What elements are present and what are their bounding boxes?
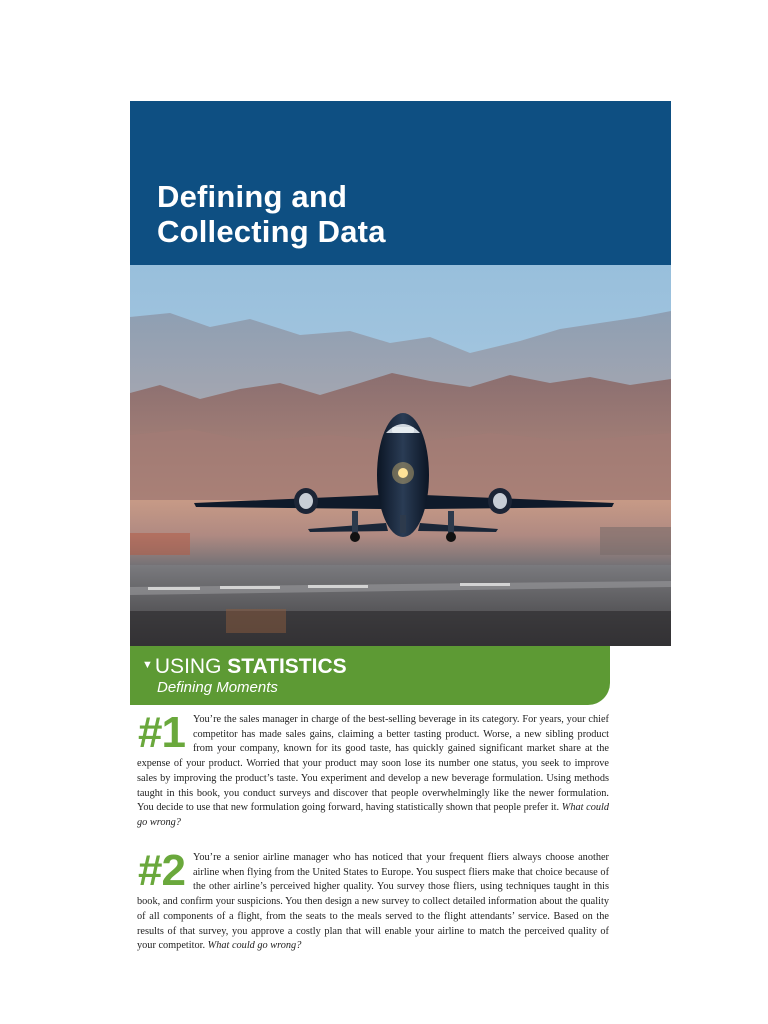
scenario-2-number: #2 — [138, 846, 185, 895]
chapter-title-line-2: Collecting Data — [157, 214, 386, 249]
chapter-title-line-1: Defining and — [157, 179, 348, 214]
chapter-title — [157, 179, 386, 249]
scenario-1-question: What could go wrong? — [137, 802, 610, 828]
scenario-1-number: #1 — [138, 708, 185, 757]
using-statistics-banner — [130, 646, 610, 705]
banner-subtitle: Defining Moments — [157, 679, 278, 696]
triangle-down-icon: ▼ — [142, 659, 153, 671]
banner-heading-lead: USING — [154, 655, 228, 678]
scenario-2-body: You’re a senior airline manager who has noticed that your frequent fliers always choose another airline when flying from the United States to Europe. You suspect fliers make that choice because of the other airline’s perceived higher quality. You survey those fliers, using techniques taught in this book, and confirm your suspicions. You then design a new survey to collect detailed information about the quality of all components of a flight, from the seats to the meals served to the flight attendants’ service. Based on the results of that survey, you approve a costly plan that will enable your airline to match the perceived quality of your competitor. — [137, 852, 609, 952]
scenario-2-text — [137, 846, 609, 954]
scenario-1-body: You’re the sales manager in charge of the best-selling beverage in its category. For years, your chief competitor has made sales gains, claiming a better tasting product. Worse, a new sibling product from your company, known for its good taste, has quickly gained significant market share at the expense of your product. Worried that your product may soon lose its number one status, you seek to improve sales by improving the product’s taste. You experiment and develop a new beverage formulation. Using methods taught in this book, you conduct surveys and discover that people overwhelmingly like the newer formulation. You decide to use that new formulation going forward, having statistically shown that people prefer it. — [137, 714, 609, 814]
scenario-1 — [137, 708, 610, 831]
scenario-1-text — [137, 708, 610, 831]
scenario-2 — [137, 846, 609, 954]
chapter-title-band — [130, 101, 671, 265]
airplane-takeoff-photo — [130, 265, 671, 646]
scenario-2-question: What could go wrong? — [207, 940, 302, 952]
banner-heading — [142, 653, 347, 679]
banner-heading-strong: STATISTICS — [227, 655, 347, 678]
